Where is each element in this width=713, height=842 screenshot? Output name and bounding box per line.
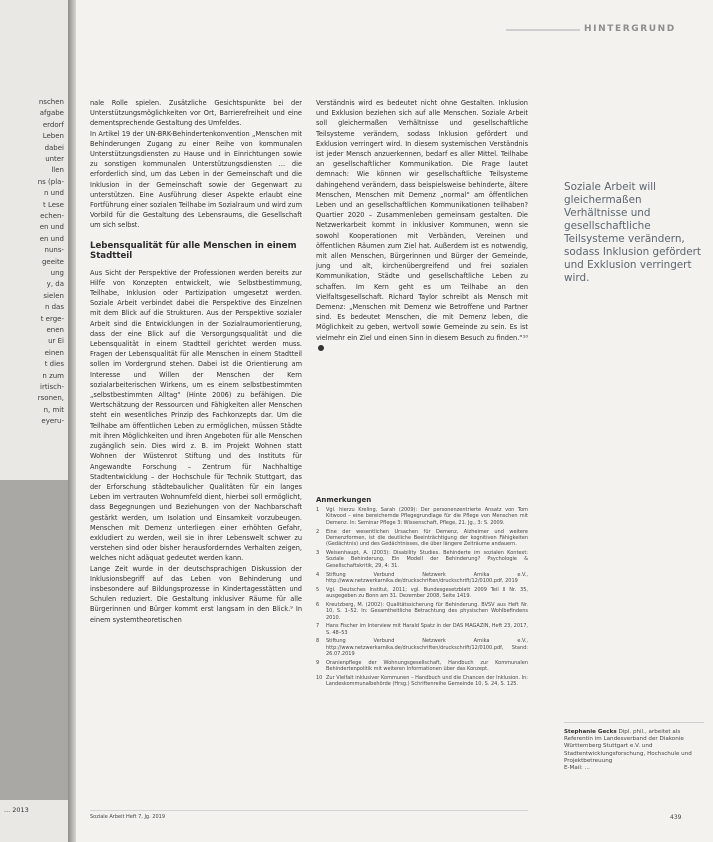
previous-page-text-fragment: ur Ei [48,337,64,346]
notes-list [316,507,528,688]
note-text: Stiftung Verbund Netzwerk Arnika e.V., http://www.netzwerkarnika.de/druckschriften/druckschrift/12/0100.pdf, Stand: 26.07.2019 [326,638,528,658]
previous-page-text-fragment: n das [44,303,64,312]
footer-rule [90,810,528,811]
paragraph: Aus Sicht der Perspektive der Professionen werden bereits zur Hilfe von Konzepten entwickelt, wie Selbstbestimmung, Teilhabe, Inklusion oder Partizipation umgesetzt werden. Soziale Arbeit verbindet dabei die Perspektive des Einzelnen mit dem Blick auf die Strukturen. Aus der Perspektive sozialer Arbeit sind die Entwicklungen in der Sozialraumorientierung, dass der eine Blick auf die Versorgungsqualität und die Lebensqualität in einem Stadtteil gerichtet werden muss. Fragen der Lebensqualität für alle Menschen in einem Stadtteil sollen im Vordergrund stehen. Dabei ist die Orientierung am Interesse und Willen der Menschen der Kern sozialarbeiterischen Wirkens, um es einem selbstbestimmten „selbstbestimmten Alltag“ (Hinte 2006) zu befähigen. Die Wertschätzung der Ressourcen und Fähigkeiten aller Menschen steht ein wesentliches Prinzip des Fachkonzepts dar. Um die Teilhabe am öffentlichen Leben zu ermöglichen, müssen Städte mit ihren Möglichkeiten und ihren Angeboten für alle Menschen zugänglich sein. Dies wird z. B. im Projekt Wohnen statt Wohnen der Wüstenrot Stiftung und des Instituts für Angewandte Forschung – Zentrum für Nachhaltige Stadtentwicklung – der Hochschule für Technik Stuttgart, das der Erforschung städtebaulicher Qualitäten für ein langes Leben im vertrauten Wohnumfeld dient, hierbei soll ermöglicht, dass Begegnungen und Beziehungen von der Nachbarschaft gestärkt werden, um Isolation und Einsamkeit vorzubeugen. Menschen mit Demenz unterliegen einer erhöhten Gefahr, exkludiert zu werden, weil sie in ihrer Lebenswelt schwer zu verstehen sind oder bisher herausforderndes Verhalten zeigen, welches nicht adäquat gedeutet werden kann. [90,268,302,563]
previous-page-text-fragment: unter [45,155,64,163]
book-gutter [68,0,76,842]
previous-page-text-fragment: nschen [38,98,64,106]
note-number: 3 [316,550,320,557]
side-column [564,181,704,285]
paragraph: Verständnis wird es bedeutet nicht ohne Gestalten. Inklusion und Exklusion beziehen sich auf alle Menschen. Soziale Arbeit soll gleichermaßen Verhältnisse und gesellschaftliche Teilsysteme verändern, sodass Inklusion gefördert und Exklusion verringert wird. In diesem systemischen Verständnis ist jeder Mensch anzuerkennen, bedarf es aller Mittel. Teilhabe an gesellschaftlicher Kommunikation. Die Frage lautet demnach: Wie können wir gesellschaftliche Teilsysteme dahingehend verändern, dass beispielsweise behinderte, ältere Menschen, Menschen mit Demenz „normal“ am öffentlichen Leben und an gesellschaftlichen Kommunikationen teilhaben? Quartier 2020 – Zusammenleben gemeinsam gestalten. Die Netzwerkarbeit kommt in inklusiver Kommunen, wenn sie sowohl Kooperationen mit Verbänden, Vereinen und öffentlichen Räumen zum Ziel hat. Außerdem ist es notwendig, mit allen Menschen, Bürgerinnen und Bürger der Gemeinde, jung und alt, kirchenübergreifend und frei sozialen Kommunikation, Städte und gesellschaftliche Leben zu schaffen. Im Kern geht es um Teilhabe an den Vielfaltsgesellschaft. Richard Taylor schreibt als Mensch mit Demenz: „Menschen mit Demenz wie Betroffene und Partner sind. Es bedeutet Menschen, die mit Demenz leben, die Möglichkeit zu geben, wertvoll sowie Gemeinde zu sein. Es ist vielmehr ein Ziel und einen Sinn in diesem Besuch zu finden.“¹⁰ [316,98,528,353]
notes-heading: Anmerkungen [316,496,372,504]
previous-page-text-fragment: enen [46,326,64,334]
note-item [316,660,528,673]
previous-page-text-fragment: llen [51,166,64,175]
previous-page-text-fragment: n, mit [43,405,64,414]
note-item [316,529,528,548]
note-number: 2 [316,528,320,535]
note-number: 6 [316,601,320,608]
notes-section [316,496,528,690]
previous-page-text-fragment: dabei [44,143,64,152]
paragraph: nale Rolle spielen. Zusätzliche Gesichtspunkte bei der Unterstützungsmöglichkeiten vor Ort, Barrierefreiheit und eine dementsprechende Gestaltung des Umfeldes. [90,99,302,128]
previous-page-image-block [0,480,68,800]
note-number: 5 [316,586,320,593]
note-number: 9 [316,659,320,666]
paragraph: In Artikel 19 der UN-BRK-Behindertenkonvention „Menschen mit Behinderungen Zugang zu einer Reihe von kommunalen Unterstützungsdiensten zu Hause und in Einrichtungen sowie zu sonstigen kommunalen Unterstützungsdiensten … die erforderlich sind, um das Leben in der Gemeinschaft und die Inklusion in der Gemeinschaft sowie der Gegenwart zu unterstützen. Eine Ausführung dieser Aspekte erlaubt eine Fortführung einer sozialen Teilhabe im Sozialraum und wird zum Vorbild für die Gestaltung des Lebensraums, die Gesellschaft um sich selbst. [90,129,302,230]
note-number: 4 [316,571,320,578]
note-number: 1 [316,507,320,513]
note-number: 10 [316,675,323,682]
previous-page-text-fragment: ung [50,269,64,277]
previous-page-text-fragment: t Lese [42,200,64,209]
previous-page-text-fragment: n und [44,189,64,198]
note-text: Hans Fischer im Interview mit Harald Spatz in der DAS MAGAZIN, Heft 23, 2017, S. 48–53 [326,623,528,636]
previous-page-text-fragment: y, da [46,280,64,289]
note-text: Kreutzberg, M. (2002): Qualitätssicherung für Behinderung. BVSV aus Heft Nr. 10, S. 1–52. In: Gesamtheitliche Betrachtung des physischen Wohlbefindens 2010. [326,601,528,621]
previous-page-text-fragment: en und [39,223,64,232]
note-text: Eine der wesentlichen Ursachen für Demenz, Alzheimer und weitere Demenzformen, ist die deutliche Beeinträchtigung der kognitiven Fähigkeiten (Gedächtnis) und des Gedächtnisses, die über längere Zeiträume andauern. [326,528,528,548]
previous-page-text-fragment: echen- [40,212,64,220]
end-of-article-icon [318,345,324,351]
note-text: Stiftung Verbund Netzwerk Arnika e.V., http://www.netzwerkarnika.de/druckschriften/druckschrift/12/0100.pdf, 2019 [326,571,528,584]
previous-page-text-fragment: eyeru- [41,417,64,426]
note-text: Vgl. Deutsches Institut, 2011; vgl. Bundesgesetzblatt 2009 Teil II Nr. 35, ausgegeben zu Bonn am 31. Dezember 2008, Seite 1419. [326,586,528,600]
note-text: Vgl. hierzu Kreling, Sarah (2009): Der personenzentrierte Ansatz von Tom Kitwood – eine bereichernde Pflegegrundlage für die Pflege von Menschen mit Demenz. In: Seminar Pflege 3: Wissenschaft, Pflege, 21. Jg., 3: S. 2009. [326,507,528,526]
note-number: 8 [316,638,320,645]
previous-page-text-fragment: geeite [41,257,64,266]
note-text: Zur Vielfalt inklusiver Kommunen – Handbuch und die Chancen der Inklusion. In: Landeskommunalbehörde (Hrsg.) Schriftenreihe Gemeinde 10, S. 24, S. 125. [326,675,528,688]
document-page [76,0,713,842]
previous-page-text-fragment: erdorf [42,120,64,129]
previous-page-text-fragment: rsonen, [37,394,64,403]
text-column-left [90,98,302,625]
author-description: Dipl. phil., arbeitet als Referentin im Landesverband der Diakonie Württemberg Stuttgart e.V. und Stadtentwicklungsforschung, Hochschule und Projektbetreuung [564,729,692,764]
note-item [316,507,528,526]
previous-page-text-fragment: sielen [43,291,64,300]
footer-publication: Soziale Arbeit Heft 7, Jg. 2019 [90,814,165,820]
previous-page-text-fragment: t erge- [40,314,64,323]
note-item [316,602,528,621]
previous-page-text-fragment: en und [39,234,64,243]
note-item [316,572,528,585]
previous-page-text-fragment: t dies [44,360,64,369]
note-text: Oranienpflege der Wohnungsgesellschaft, Handbuch zur Kommunalen Behindertenpolitik mit weiteren Informationen über das Konzept. [326,659,528,673]
previous-page-number: ... 2013 [4,806,29,814]
paragraph: Lange Zeit wurde in der deutschsprachigen Diskussion der Inklusionsbegriff auf das Leben von Behinderung und insbesondere auf Bildungsprozesse in Kindertagesstätten und Schulen reduziert. Die Gestaltung inklusiver Räume für alle Bürgerinnen und Bürger kommt erst langsam in den Blick.⁹ In einem systemtheoretischen [90,564,302,624]
previous-page-text-fragment: nuns- [44,246,64,255]
note-item [316,550,528,569]
text-column-middle [316,98,528,353]
section-header: HINTERGRUND [584,24,676,34]
subheading: Lebensqualität für alle Menschen in einem Stadtteil [90,240,297,262]
author-contact: E-Mail: ... [564,765,590,772]
previous-page-text-fragment: Leben [42,132,64,141]
previous-page-text-fragment: n zum [42,371,64,380]
previous-page-text-fragment: einen [44,348,64,357]
pull-quote: Soziale Arbeit will gleichermaßen Verhältnisse und gesellschaftliche Teilsysteme verändern, sodass Inklusion gefördert und Exklusion verringert wird. [564,181,701,284]
author-name: Stephanie Gecks [564,729,617,735]
note-number: 7 [316,623,320,630]
previous-page-edge [0,0,68,842]
note-item [316,587,528,600]
note-item [316,623,528,636]
note-item [316,675,528,688]
previous-page-text-fragment: irtisch- [40,383,64,391]
note-item [316,638,528,657]
note-text: Weisenhaupt, A. (2003): Disability Studies. Behinderte im sozialen Kontext: Soziale Behinderung, Ein Modell der Behinderung? Psychologie & Gesellschaftskritik, 29, 4: 31. [326,550,528,569]
previous-page-text-fragment: afgabe [39,109,64,118]
header-rule [506,29,580,31]
author-bio [564,722,704,772]
page-number: 439 [670,814,682,821]
previous-page-text-fragment: ns (pla- [37,177,64,186]
